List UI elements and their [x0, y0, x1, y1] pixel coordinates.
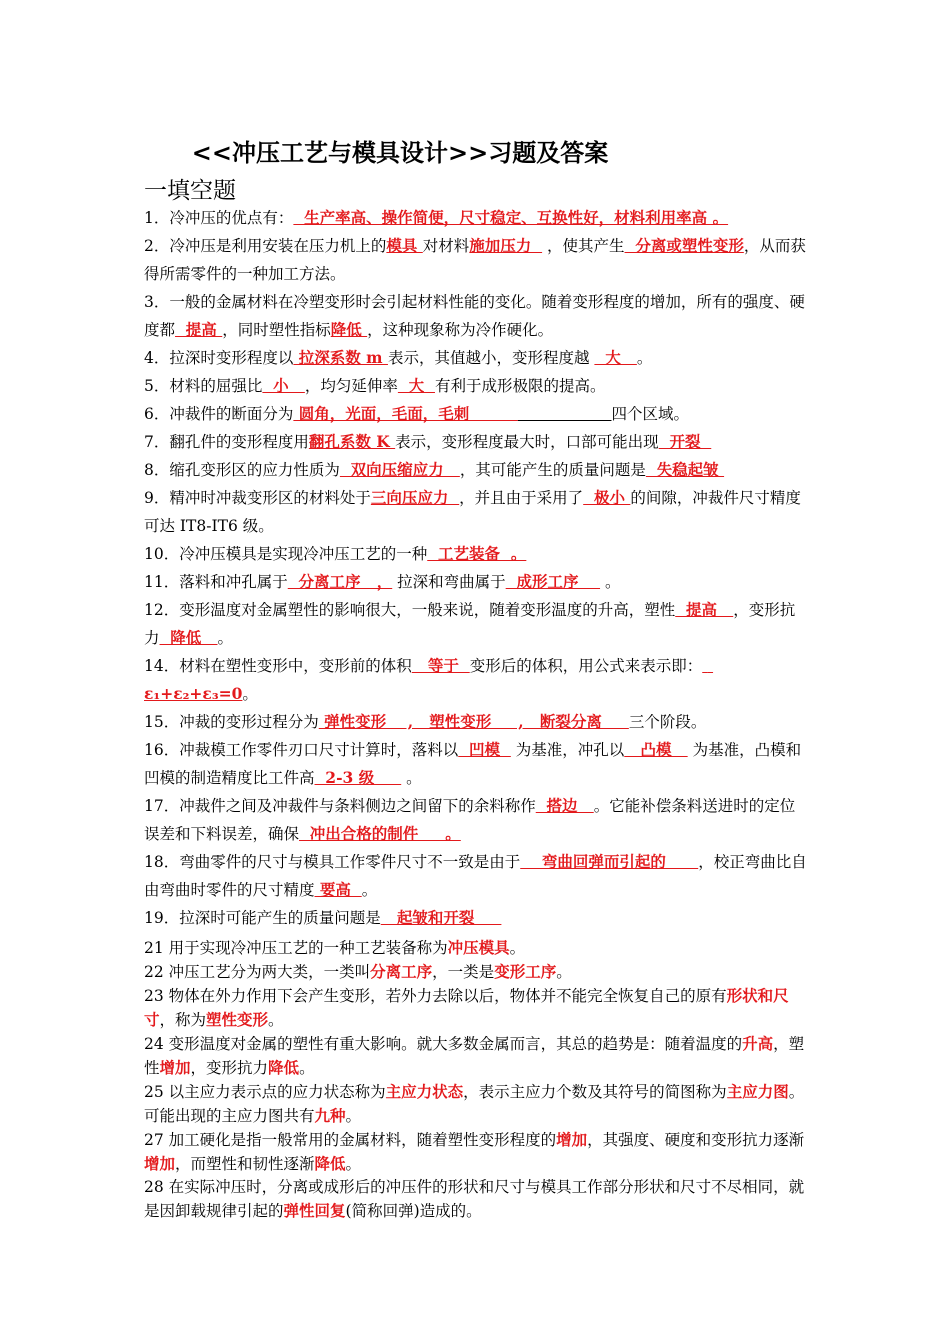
question-text: 3．一般的金属材料在冷塑变形时会引起材料性能的变化。随着变形程度的增加，所有的强度、硬度都: [144, 293, 805, 339]
question-text: 27 加工硬化是指一般常用的金属材料，随着塑性变形程度的: [144, 1131, 557, 1149]
question-text: 5．材料的屈强比: [144, 377, 263, 395]
question-text: 对材料: [422, 237, 470, 255]
question-text: ，这种现象称为冷作硬化。: [367, 321, 554, 339]
question-text: 。: [268, 1011, 284, 1029]
question-item: [144, 400, 809, 428]
answer-text: 起皱和开裂: [380, 908, 502, 927]
question-item: [144, 568, 809, 596]
question-text: 。: [361, 881, 378, 899]
question-item: [144, 936, 809, 960]
question-text: ，而塑性和韧性逐渐: [175, 1155, 315, 1173]
question-item: [144, 708, 809, 736]
question-text: (简称回弹)造成的。: [345, 1202, 482, 1220]
question-item: [144, 652, 809, 708]
question-text: [518, 405, 612, 423]
answer-text: 冲压模具: [447, 938, 510, 957]
answer-text: 大: [397, 376, 435, 395]
answer-text: 降低: [314, 1154, 346, 1173]
answer-text: 冲出合格的制件 。: [299, 824, 461, 843]
question-item: [144, 540, 809, 568]
question-text: ，校正弯曲比自由弯曲时零件的尺寸精度: [144, 853, 807, 899]
question-text: ，其强度、硬度和变形抗力逐渐: [587, 1131, 805, 1149]
question-text: 表示，其值越小，变形程度越: [387, 349, 595, 367]
answer-text: 弯曲回弹而引起的: [520, 852, 699, 871]
question-text: 10．冷冲压模具是实现冷冲压工艺的一种: [144, 545, 428, 563]
question-item: [144, 904, 809, 932]
answer-text: 弹性变形 , 塑性变形 , 断裂分离: [318, 712, 629, 731]
answer-text: 搭边: [535, 796, 594, 815]
question-text: 表示，变形程度最大时，口部可能出现: [395, 433, 659, 451]
question-item: [144, 960, 809, 984]
answer-text: 降低: [268, 1058, 300, 1077]
answer-text: 成形工序: [505, 572, 601, 591]
question-text: 。: [636, 349, 653, 367]
question-text: ，其可能产生的质量问题是: [459, 461, 646, 479]
answer-text: 要高: [314, 880, 362, 899]
answer-text: 塑性变形: [206, 1010, 269, 1029]
answer-text: 形状和尺寸: [144, 986, 789, 1029]
answer-text: 变形工序: [494, 962, 557, 981]
question-item: [144, 848, 809, 904]
question-item: [144, 1176, 809, 1223]
question-item: [144, 736, 809, 792]
question-item: [144, 484, 809, 540]
question-text: ，一类是: [432, 963, 495, 981]
question-text: ，并且由于采用了: [459, 489, 584, 507]
answer-text: 降低: [159, 628, 218, 647]
answer-text: 双向压缩应力: [339, 460, 460, 479]
answer-text: 三向压应力: [370, 488, 460, 507]
question-text: 。: [217, 629, 234, 647]
question-text: 。: [401, 769, 422, 787]
question-item: [144, 204, 809, 232]
answer-text: 增加: [159, 1058, 191, 1077]
question-text: ，从而获得所需零件的一种加工方法。: [144, 237, 806, 283]
question-text: 23 物体在外力作用下会产生变形，若外力去除以后，物体并不能完全恢复自己的原有: [144, 987, 727, 1005]
question-text: 11．落料和冲孔属于: [144, 573, 288, 591]
question-text: 8．缩孔变形区的应力性质为: [144, 461, 340, 479]
question-text: 。: [299, 1059, 315, 1077]
question-item: [144, 792, 809, 848]
question-item: [144, 232, 809, 288]
fill-in-list: [144, 204, 809, 932]
answer-text: 凸模: [624, 740, 688, 759]
answer-text: 主应力图: [726, 1082, 789, 1101]
question-text: ，同时塑性指标: [222, 321, 331, 339]
question-text: 12．变形温度对金属塑性的影响很大，一般来说，随着变形温度的升高，塑性: [144, 601, 676, 619]
question-text: 。它能补偿条料送进时的定位误差和下料误差，确保: [144, 797, 796, 843]
answer-text: 主应力状态: [385, 1082, 464, 1101]
answer-text: 圆角，光面，毛面，毛刺: [293, 404, 518, 423]
question-text: 19．拉深时可能产生的质量问题是: [144, 909, 381, 927]
question-text: 2．冷冲压是利用安装在压力机上的: [144, 237, 387, 255]
question-text: ，变形抗力: [190, 1059, 269, 1077]
answer-text: 极小: [583, 488, 631, 507]
question-text: 7．翻孔件的变形程度用: [144, 433, 309, 451]
answer-text: 升高: [742, 1034, 774, 1053]
question-text: 17．冲裁件之间及冲裁件与条料侧边之间留下的余料称作: [144, 797, 536, 815]
question-item: [144, 344, 809, 372]
question-text: ，塑性: [144, 1035, 805, 1077]
question-text: ，称为: [159, 1011, 207, 1029]
question-text: 有利于成形极限的提高。: [434, 377, 606, 395]
question-text: 拉深和弯曲属于: [392, 573, 506, 591]
answer-text: 提高: [675, 600, 734, 619]
question-text: 9．精冲时冲裁变形区的材料处于: [144, 489, 371, 507]
question-text: 为基准，冲孔以: [510, 741, 625, 759]
answer-text: 增加: [556, 1130, 588, 1149]
answer-text: 小: [262, 376, 305, 395]
question-item: [144, 456, 809, 484]
question-text: 为基准，凸模和凹模的制造精度比工件高: [144, 741, 802, 787]
question-item: [144, 372, 809, 400]
question-item: [144, 1080, 809, 1128]
question-text: 。可能出现的主应力图共有: [144, 1083, 805, 1125]
question-text: 14．材料在塑性变形中，变形前的体积: [144, 657, 412, 675]
question-text: ，均匀延伸率: [304, 377, 398, 395]
answer-text: 增加: [144, 1154, 176, 1173]
answer-text: 工艺装备 。: [427, 544, 527, 563]
answer-text: 拉深系数 m: [293, 348, 388, 367]
answer-text: 降低: [330, 320, 368, 339]
question-text: 24 变形温度对金属的塑性有重大影响。就大多数金属而言，其总的趋势是：随着温度的: [144, 1035, 743, 1053]
question-text: ，变形抗力: [144, 601, 796, 647]
answer-text: 凹模: [458, 740, 511, 759]
question-text: 28 在实际冲压时，分离或成形后的冲压件的形状和尺寸与模具工作部分形状和尺寸不尽相同，就是因卸载规律引起的: [144, 1178, 805, 1220]
question-text: ，表示主应力个数及其符号的简图称为: [463, 1083, 727, 1101]
question-text: 4．拉深时变形程度以: [144, 349, 294, 367]
answer-text: 分离工序: [370, 962, 433, 981]
answer-text: 提高: [175, 320, 223, 339]
question-item: [144, 288, 809, 344]
question-text: 四个区域。: [611, 405, 689, 423]
answer-text: 生产率高、操作简便，尺寸稳定、互换性好，材料利用率高 。: [293, 208, 729, 227]
question-text: 。: [509, 939, 526, 957]
question-text: 15．冲裁的变形过程分为: [144, 713, 319, 731]
question-item: [144, 984, 809, 1032]
answer-text: 2-3 级: [314, 768, 402, 787]
answer-text: 分离或塑性变形: [624, 236, 744, 255]
question-text: 22 冲压工艺分为两大类，一类叫: [144, 963, 371, 981]
answer-text: 分离工序 ，: [287, 572, 393, 591]
answer-text: 弹性回复: [283, 1201, 346, 1220]
question-text: ，使其产生: [542, 237, 625, 255]
question-text: 。: [345, 1107, 362, 1125]
question-item: [144, 1032, 809, 1080]
question-text: 21 用于实现冷冲压工艺的一种工艺装备称为: [144, 939, 448, 957]
question-text: 变形后的体积，用公式来表示即：: [469, 657, 703, 675]
answer-text: 等于: [411, 656, 470, 675]
answer-text: 施加压力: [469, 236, 543, 255]
question-text: 。: [345, 1155, 362, 1173]
question-text: 16．冲裁模工作零件刃口尺寸计算时，落料以: [144, 741, 459, 759]
answer-text: ε₁+ε₂+ε₃=0: [144, 656, 714, 703]
question-text: 。: [600, 573, 621, 591]
section-heading: 一填空题: [144, 178, 236, 204]
question-text: 三个阶段。: [628, 713, 707, 731]
question-item: [144, 1128, 809, 1176]
fill-in-list-2: [144, 936, 809, 1223]
answer-text: 失稳起皱: [645, 460, 725, 479]
answer-text: 翻孔系数 K: [308, 432, 396, 451]
question-item: [144, 596, 809, 652]
answer-text: 大: [594, 348, 637, 367]
answer-text: 开裂: [658, 432, 712, 451]
question-text: 的间隙，冲裁件尺寸精度可达 IT8-IT6 级。: [144, 489, 801, 535]
document-title: <<冲压工艺与模具设计>>习题及答案: [191, 138, 609, 167]
question-text: 。: [556, 963, 572, 981]
question-text: 6．冲裁件的断面分为: [144, 405, 294, 423]
content-body: [144, 204, 809, 1223]
answer-text: 模具: [386, 236, 423, 255]
question-text: 25 以主应力表示点的应力状态称为: [144, 1083, 386, 1101]
answer-text: 九种: [314, 1106, 346, 1125]
question-text: 18．弯曲零件的尺寸与模具工作零件尺寸不一致是由于: [144, 853, 521, 871]
question-text: 。: [242, 685, 258, 703]
question-item: [144, 428, 809, 456]
question-text: 1．冷冲压的优点有：: [144, 209, 294, 227]
